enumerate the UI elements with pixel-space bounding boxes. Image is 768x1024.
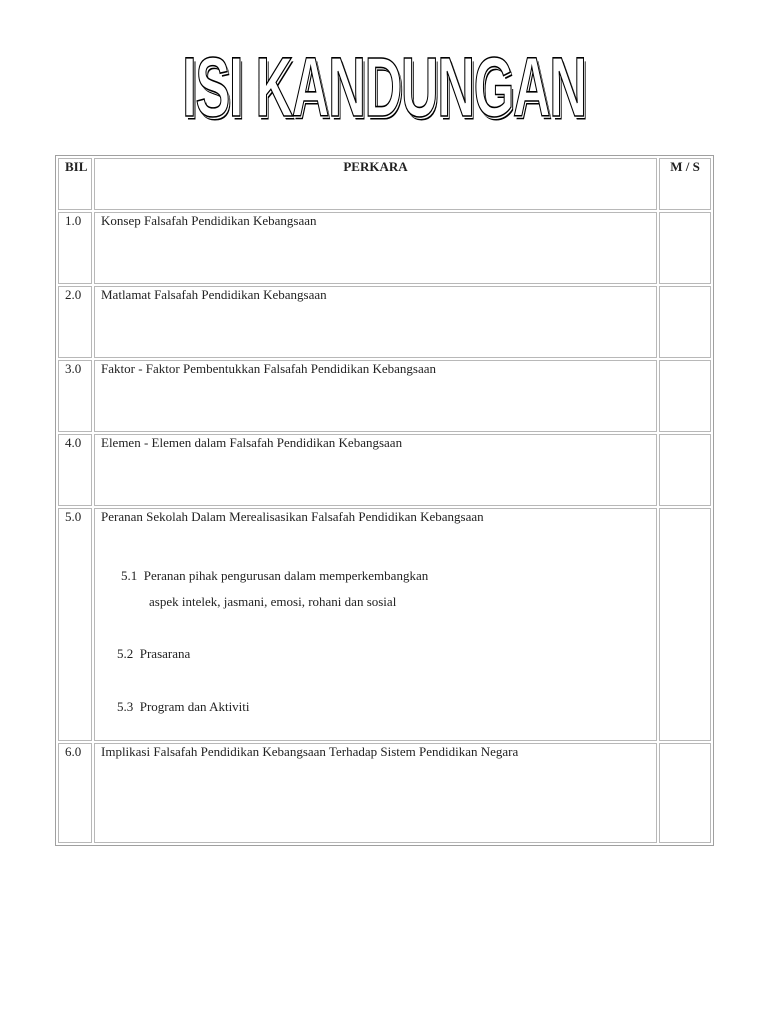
- subitem-text: Program dan Aktiviti: [139, 699, 250, 714]
- table-row: [58, 286, 711, 358]
- row-page: [659, 508, 711, 741]
- header-perkara: PERKARA: [94, 158, 657, 210]
- row-number: 5.0: [58, 508, 92, 741]
- table-row: [58, 743, 711, 843]
- table-row: [58, 508, 711, 741]
- table-row: [58, 434, 711, 506]
- subitem-text: Prasarana: [139, 646, 191, 661]
- subitem-number: 5.3: [117, 699, 134, 714]
- subitem: [117, 694, 650, 720]
- row-page: [659, 212, 711, 284]
- row-page: [659, 286, 711, 358]
- subitem-number: 5.1: [121, 568, 138, 583]
- row-page: [659, 434, 711, 506]
- table-row: [58, 212, 711, 284]
- subitem: [121, 563, 650, 615]
- subitem-text: Peranan pihak pengurusan dalam memperkembangkan: [143, 568, 429, 583]
- row-title-cell: [94, 508, 657, 741]
- row-title: Matlamat Falsafah Pendidikan Kebangsaan: [94, 286, 657, 358]
- table-row: [58, 360, 711, 432]
- row-page: [659, 743, 711, 843]
- row-title: Implikasi Falsafah Pendidikan Kebangsaan Terhadap Sistem Pendidikan Negara: [94, 743, 657, 843]
- header-ms: M / S: [659, 158, 711, 210]
- row-title: Elemen - Elemen dalam Falsafah Pendidikan Kebangsaan: [94, 434, 657, 506]
- subitem: [117, 641, 650, 667]
- contents-table: [55, 155, 714, 846]
- row-title: Faktor - Faktor Pembentukkan Falsafah Pendidikan Kebangsaan: [94, 360, 657, 432]
- row-number: 3.0: [58, 360, 92, 432]
- row-number: 4.0: [58, 434, 92, 506]
- row-number: 6.0: [58, 743, 92, 843]
- page-title: ISI KANDUNGAN: [182, 40, 586, 134]
- table-header-row: [58, 158, 711, 210]
- header-bil: BIL: [58, 158, 92, 210]
- row-number: 2.0: [58, 286, 92, 358]
- subitem-text-continued: aspek intelek, jasmani, emosi, rohani dan sosial: [149, 594, 397, 609]
- row-title: Konsep Falsafah Pendidikan Kebangsaan: [94, 212, 657, 284]
- row-page: [659, 360, 711, 432]
- row-title: Peranan Sekolah Dalam Merealisasikan Falsafah Pendidikan Kebangsaan: [101, 509, 484, 524]
- row-number: 1.0: [58, 212, 92, 284]
- subitem-number: 5.2: [117, 646, 134, 661]
